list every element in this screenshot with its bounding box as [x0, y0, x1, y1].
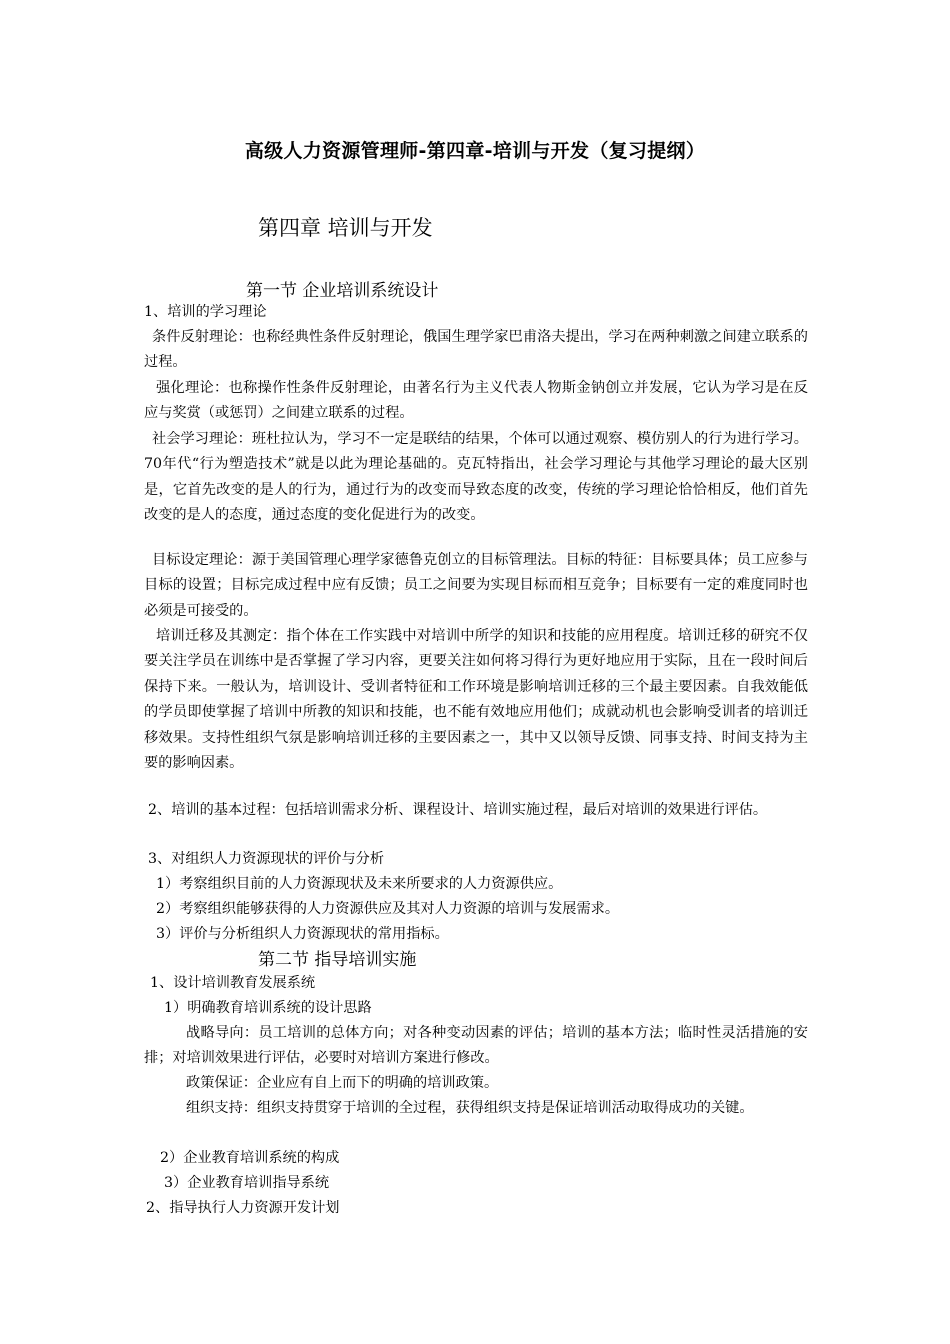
sub-item-system-structure: 2）企业教育培训系统的构成 [160, 1150, 340, 1166]
chapter-heading: 第四章 培训与开发 [258, 216, 433, 240]
item-learning-theory: 1、培训的学习理论 [144, 304, 267, 320]
sub-item-design-approach: 1）明确教育培训系统的设计思路 [164, 1000, 372, 1016]
paragraph-social-learning: 社会学习理论：班杜拉认为，学习不一定是联结的结果，个体可以通过观察、模仿别人的行为进行学习。70年代“行为塑造技术”就是以此为理论基础的。克瓦特指出，社会学习理论与其他学习理论的最大区别是，它首先改变的是人的行为，通过行为的改变而导致态度的改变，传统的学习理论恰恰相反，他们首先改变的是人的态度，通过态度的变化促进行为的改变。 [144, 431, 808, 524]
paragraph-org-support: 组织支持：组织支持贯穿于培训的全过程，获得组织支持是保证培训活动取得成功的关键。 [186, 1100, 754, 1116]
paragraph-policy: 政策保证：企业应有自上而下的明确的培训政策。 [186, 1075, 499, 1091]
paragraph-conditioning: 条件反射理论：也称经典性条件反射理论，俄国生理学家巴甫洛夫提出，学习在两种刺激之间建立联系的过程。 [144, 329, 808, 371]
paragraph-reinforcement: 强化理论：也称操作性条件反射理论，由著名行为主义代表人物斯金钠创立并发展，它认为学习是在反应与奖赏（或惩罚）之间建立联系的过程。 [144, 380, 808, 422]
paragraph-training-transfer: 培训迁移及其测定：指个体在工作实践中对培训中所学的知识和技能的应用程度。培训迁移的研究不仅要关注学员在训练中是否掌握了学习内容，更要关注如何将习得行为更好地应用于实际，且在一段时间后保持下来。一般认为，培训设计、受训者特征和工作环境是影响培训迁移的三个最主要因素。自我效能低的学员即使掌握了培训中所教的知识和技能，也不能有效地应用他们；成就动机也会影响受训者的培训迁移效果。支持性组织气氛是影响培训迁移的主要因素之一，其中又以领导反馈、同事支持、时间支持为主要的影响因素。 [144, 628, 808, 772]
item-hr-evaluation: 3、对组织人力资源现状的评价与分析 [148, 851, 385, 867]
section-1-heading: 第一节 企业培训系统设计 [246, 281, 439, 301]
item-execute-plan: 2、指导执行人力资源开发计划 [146, 1200, 340, 1216]
sub-item-current-status: 1）考察组织目前的人力资源现状及未来所要求的人力资源供应。 [156, 876, 563, 892]
document-title: 高级人力资源管理师-第四章-培训与开发（复习提纲） [244, 140, 706, 162]
sub-item-guidance-system: 3）企业教育培训指导系统 [164, 1175, 330, 1191]
item-design-system: 1、设计培训教育发展系统 [150, 975, 316, 991]
sub-item-indicators: 3）评价与分析组织人力资源现状的常用指标。 [156, 926, 449, 942]
section-2-heading: 第二节 指导培训实施 [258, 950, 417, 970]
item-basic-process: 2、培训的基本过程：包括培训需求分析、课程设计、培训实施过程，最后对培训的效果进行评估。 [148, 802, 768, 818]
paragraph-strategy: 战略导向：员工培训的总体方向；对各种变动因素的评估；培训的基本方法；临时性灵活措施的安排；对培训效果进行评估，必要时对培训方案进行修改。 [144, 1025, 808, 1067]
paragraph-goal-setting: 目标设定理论：源于美国管理心理学家德鲁克创立的目标管理法。目标的特征：目标要具体；员工应参与目标的设置；目标完成过程中应有反馈；员工之间要为实现目标而相互竞争；目标要有一定的难度同时也必须是可接受的。 [144, 552, 808, 619]
sub-item-supply-demand: 2）考察组织能够获得的人力资源供应及其对人力资源的培训与发展需求。 [156, 901, 620, 917]
